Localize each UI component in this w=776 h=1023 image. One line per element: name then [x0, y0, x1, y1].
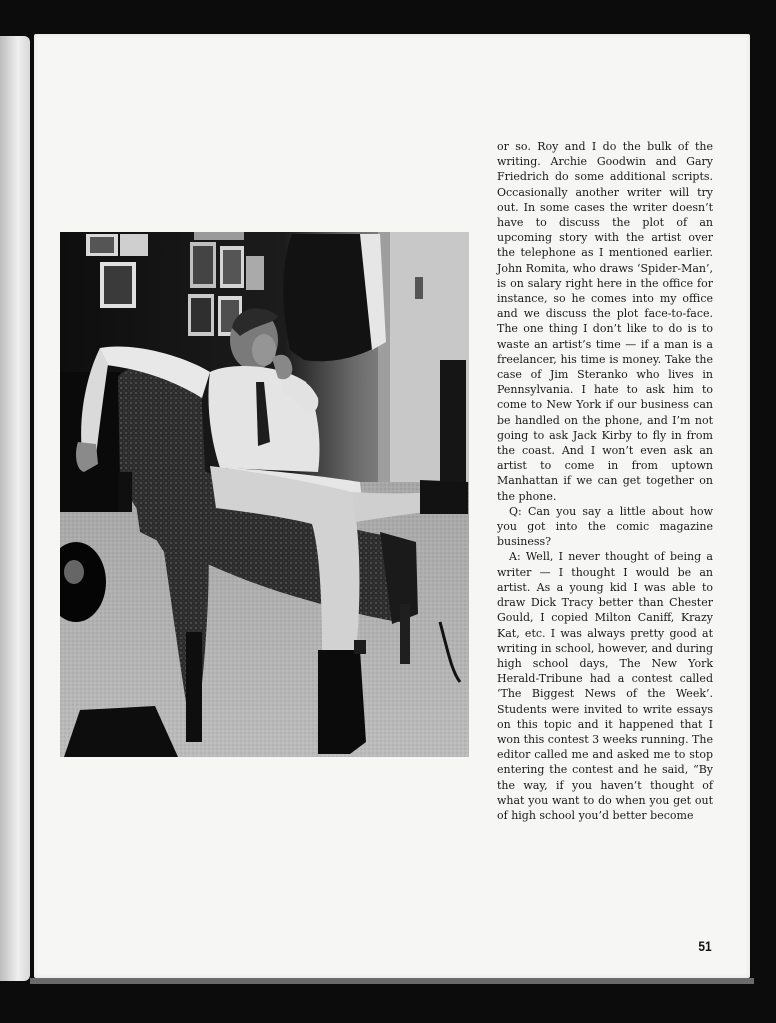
article-paragraph-2: Q: Can you say a little about how you got into the comic magazine business?: [497, 504, 713, 549]
article-text-column: [497, 139, 713, 823]
article-paragraph-1: or so. Roy and I do the bulk of the writing. Archie Goodwin and Gary Friedrich do some additional scripts. Occasionally another writer will try out. In some cases the writer doesn’t have to discuss the plot of an upcoming story with the artist over the telephone as I mentioned earlier. John Romita, who draws ‘Spider-Man’, is on salary right here in the office for instance, so he comes into my office and we discuss the plot face-to-face. The one thing I don’t like to do is to waste an artist’s time — if a man is a freelancer, his time is money. Take the case of Jim Steranko who lives in Pennsylvania. I hate to ask him to come to New York if our business can be handled on the phone, and I’m not going to ask Jack Kirby to fly in from the coast. And I won’t even ask an artist to come in from uptown Manhattan if we can get together on the phone.: [497, 140, 713, 503]
page-number: 51: [698, 938, 712, 954]
office-photograph: [60, 232, 469, 757]
photo-illustration: [60, 232, 469, 757]
facing-page-edge: [0, 36, 30, 981]
article-paragraph-3: A: Well, I never thought of being a writer — I thought I would be an artist. As a young kid I was able to draw Dick Tracy better than Chester Gould, I copied Milton Caniff, Krazy Kat, etc. I was always pretty good at writing in school, however, and during high school days, The New York Herald-Tribune had a contest called ‘The Biggest News of the Week’. Students were invited to write essays on this topic and it happened that I won this contest 3 weeks running. The editor called me and asked me to stop entering the contest and he said, “By the way, if you haven’t thought of what you want to do when you get out of high school you’d better become: [497, 550, 713, 822]
page-bottom-edge: [30, 978, 754, 984]
